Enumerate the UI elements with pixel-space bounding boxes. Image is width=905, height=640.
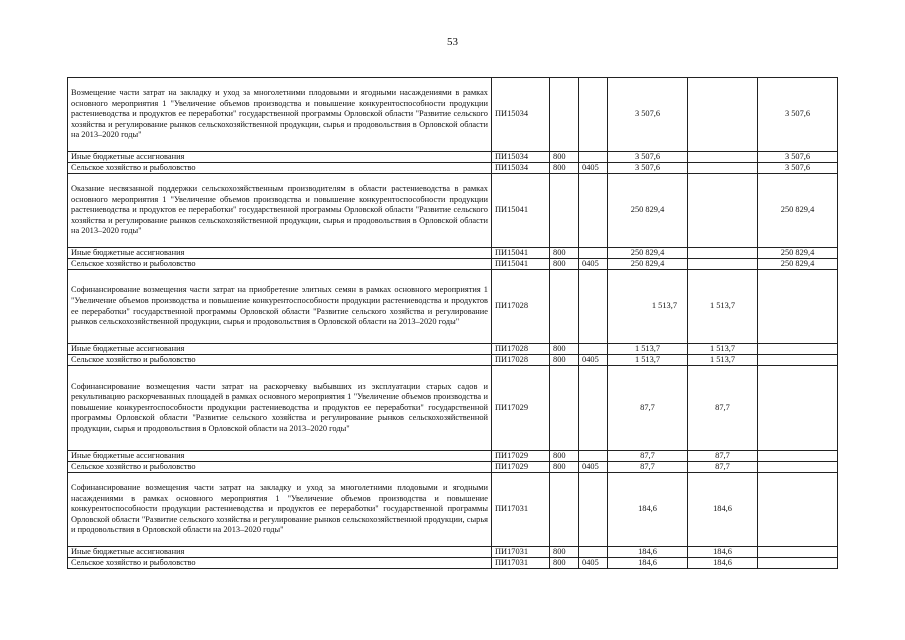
row-name: Сельское хозяйство и рыболовство <box>68 462 492 473</box>
row-expense-type: 800 <box>550 451 579 462</box>
row-program-code: ПИ17029 <box>492 451 550 462</box>
row-sum-federal: 87,7 <box>688 366 758 451</box>
row-sum-federal: 87,7 <box>688 462 758 473</box>
row-expense-type <box>550 366 579 451</box>
row-expense-type <box>550 473 579 547</box>
row-expense-type: 800 <box>550 248 579 259</box>
row-expense-type: 800 <box>550 547 579 558</box>
row-sum-total: 87,7 <box>608 451 688 462</box>
row-name: Сельское хозяйство и рыболовство <box>68 259 492 270</box>
table-row <box>68 270 838 344</box>
row-expense-type <box>550 174 579 248</box>
row-program-code: ПИ15041 <box>492 259 550 270</box>
row-sum-regional: 250 829,4 <box>758 259 838 270</box>
row-expense-type: 800 <box>550 558 579 569</box>
row-sum-regional <box>758 558 838 569</box>
row-sum-total: 87,7 <box>608 366 688 451</box>
table-row <box>68 248 838 259</box>
row-expense-type: 800 <box>550 355 579 366</box>
row-section: 0405 <box>579 558 608 569</box>
row-program-code: ПИ17031 <box>492 547 550 558</box>
table-row <box>68 547 838 558</box>
row-sum-regional <box>758 355 838 366</box>
row-sum-federal: 1 513,7 <box>688 270 758 344</box>
row-name: Сельское хозяйство и рыболовство <box>68 163 492 174</box>
row-expense-type: 800 <box>550 152 579 163</box>
row-sum-regional: 250 829,4 <box>758 174 838 248</box>
table-body <box>68 78 838 569</box>
row-name: Софинансирование возмещения части затрат на приобретение элитных семян в рамках основного мероприятия 1 "Увеличение объемов производства и повышение конкурентоспособности продукции растениеводства и продуктов ее переработки" государственной программы Орловской области "Развитие сельского хозяйства и регулирование рынков сельскохозяйственной продукции, сырья и продовольствия в Орловской области на 2013–2020 годы" <box>68 270 492 344</box>
row-section <box>579 473 608 547</box>
row-name: Возмещение части затрат на закладку и уход за многолетними плодовыми и ягодными насаждениями в рамках основного мероприятия 1 "Увеличение объемов производства и повышение конкурентоспособности продукции растениеводства и продуктов ее переработки" государственной программы Орловской области "Развитие сельского хозяйства и регулирование рынков сельскохозяйственной продукции, сырья и продовольствия в Орловской области на 2013–2020 годы" <box>68 78 492 152</box>
row-program-code: ПИ17028 <box>492 270 550 344</box>
row-section <box>579 248 608 259</box>
row-program-code: ПИ17031 <box>492 473 550 547</box>
row-expense-type <box>550 78 579 152</box>
table-row <box>68 366 838 451</box>
row-section <box>579 174 608 248</box>
row-section: 0405 <box>579 462 608 473</box>
row-expense-type: 800 <box>550 462 579 473</box>
table-row <box>68 78 838 152</box>
row-sum-total: 87,7 <box>608 462 688 473</box>
row-sum-regional <box>758 451 838 462</box>
row-name: Сельское хозяйство и рыболовство <box>68 355 492 366</box>
row-sum-total: 3 507,6 <box>608 78 688 152</box>
page-number: 53 <box>447 36 458 48</box>
row-section <box>579 547 608 558</box>
row-program-code: ПИ15034 <box>492 78 550 152</box>
row-name: Иные бюджетные ассигнования <box>68 344 492 355</box>
table-row <box>68 163 838 174</box>
row-sum-regional <box>758 462 838 473</box>
row-section <box>579 366 608 451</box>
row-sum-total: 184,6 <box>608 473 688 547</box>
budget-table <box>67 77 838 569</box>
row-sum-regional: 3 507,6 <box>758 163 838 174</box>
row-sum-total: 250 829,4 <box>608 174 688 248</box>
row-name: Софинансирование возмещения части затрат на закладку и уход за многолетними плодовыми и ягодными насаждениями в рамках основного мероприятия 1 "Увеличение объемов производства и повышение конкурентоспособности продукции растениеводства и продуктов ее переработки" государственной программы Орловской области "Развитие сельского хозяйства и регулирование рынков сельскохозяйственной продукции, сырья и продовольствия в Орловской области на 2013–2020 годы" <box>68 473 492 547</box>
row-expense-type: 800 <box>550 259 579 270</box>
row-section <box>579 152 608 163</box>
row-section: 0405 <box>579 259 608 270</box>
row-sum-regional <box>758 344 838 355</box>
row-sum-total: 1 513,7 <box>608 270 688 344</box>
row-sum-federal: 184,6 <box>688 558 758 569</box>
row-expense-type <box>550 270 579 344</box>
row-sum-regional <box>758 270 838 344</box>
row-name: Иные бюджетные ассигнования <box>68 451 492 462</box>
row-sum-total: 3 507,6 <box>608 163 688 174</box>
row-program-code: ПИ15041 <box>492 174 550 248</box>
row-name: Софинансирование возмещения части затрат на раскорчевку выбывших из эксплуатации старых садов и рекультивацию раскорчеванных площадей в рамках основного мероприятия 1 "Увеличение объемов производства и повышение конкурентоспособности продукции растениеводства и продуктов ее переработки" государственной программы Орловской области "Развитие сельского хозяйства и регулирование рынков сельскохозяйственной продукции, сырья и продовольствия в Орловской области на 2013–2020 годы" <box>68 366 492 451</box>
row-section: 0405 <box>579 355 608 366</box>
row-section <box>579 78 608 152</box>
row-sum-federal <box>688 163 758 174</box>
row-sum-federal <box>688 174 758 248</box>
row-sum-total: 3 507,6 <box>608 152 688 163</box>
row-program-code: ПИ17028 <box>492 355 550 366</box>
row-sum-federal <box>688 78 758 152</box>
table-row <box>68 355 838 366</box>
row-sum-federal <box>688 152 758 163</box>
row-sum-total: 1 513,7 <box>608 355 688 366</box>
row-section <box>579 344 608 355</box>
row-program-code: ПИ17029 <box>492 366 550 451</box>
row-sum-regional: 3 507,6 <box>758 78 838 152</box>
row-program-code: ПИ17031 <box>492 558 550 569</box>
row-sum-regional: 3 507,6 <box>758 152 838 163</box>
row-expense-type: 800 <box>550 344 579 355</box>
row-name: Оказание несвязанной поддержки сельскохозяйственным производителям в области растениеводства в рамках основного мероприятия 1 "Увеличение объемов производства и повышение конкурентоспособности продукции растениеводства и продуктов ее переработки" государственной программы Орловской области "Развитие сельского хозяйства и регулирование рынков сельскохозяйственной продукции, сырья и продовольствия в Орловской области на 2013–2020 годы" <box>68 174 492 248</box>
row-name: Иные бюджетные ассигнования <box>68 152 492 163</box>
row-name: Иные бюджетные ассигнования <box>68 248 492 259</box>
row-sum-federal <box>688 259 758 270</box>
row-sum-regional <box>758 366 838 451</box>
row-sum-federal: 184,6 <box>688 473 758 547</box>
row-sum-federal: 1 513,7 <box>688 344 758 355</box>
row-sum-total: 250 829,4 <box>608 248 688 259</box>
row-sum-total: 184,6 <box>608 558 688 569</box>
row-sum-federal: 1 513,7 <box>688 355 758 366</box>
row-sum-federal: 87,7 <box>688 451 758 462</box>
row-name: Сельское хозяйство и рыболовство <box>68 558 492 569</box>
row-sum-regional <box>758 547 838 558</box>
row-program-code: ПИ15041 <box>492 248 550 259</box>
table-row <box>68 259 838 270</box>
row-expense-type: 800 <box>550 163 579 174</box>
row-sum-regional <box>758 473 838 547</box>
row-sum-federal: 184,6 <box>688 547 758 558</box>
row-program-code: ПИ17029 <box>492 462 550 473</box>
row-program-code: ПИ15034 <box>492 163 550 174</box>
table-row <box>68 451 838 462</box>
row-sum-federal <box>688 248 758 259</box>
row-name: Иные бюджетные ассигнования <box>68 547 492 558</box>
table-row <box>68 152 838 163</box>
table-row <box>68 473 838 547</box>
row-sum-total: 184,6 <box>608 547 688 558</box>
row-sum-total: 1 513,7 <box>608 344 688 355</box>
row-section <box>579 451 608 462</box>
table-row <box>68 174 838 248</box>
row-section <box>579 270 608 344</box>
row-sum-total: 250 829,4 <box>608 259 688 270</box>
row-section: 0405 <box>579 163 608 174</box>
row-program-code: ПИ15034 <box>492 152 550 163</box>
row-sum-regional: 250 829,4 <box>758 248 838 259</box>
table-row <box>68 344 838 355</box>
row-program-code: ПИ17028 <box>492 344 550 355</box>
table-row <box>68 462 838 473</box>
table-row <box>68 558 838 569</box>
